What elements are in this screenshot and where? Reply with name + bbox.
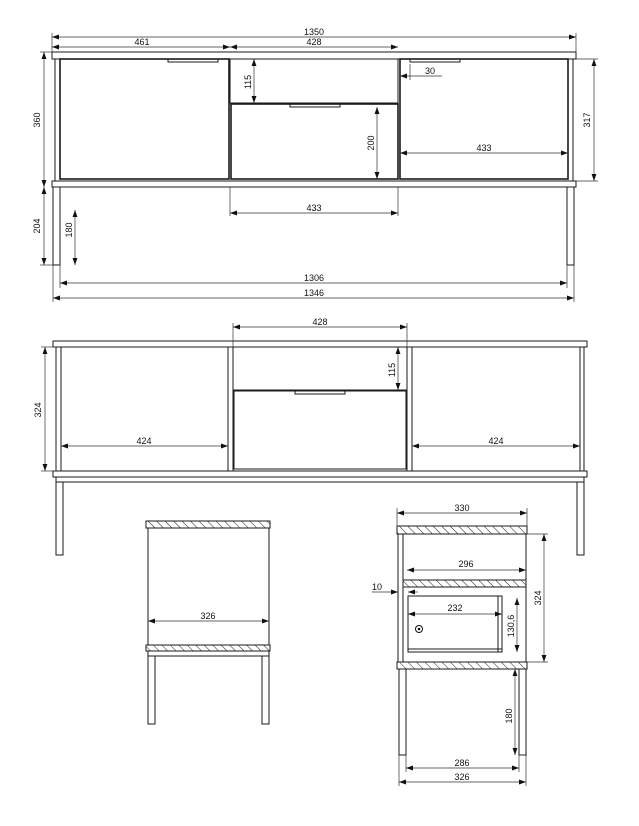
open-right-leg xyxy=(577,482,584,555)
dim-body-height: 317 xyxy=(582,112,592,128)
cabinet-body xyxy=(55,59,573,181)
side-view xyxy=(146,521,270,724)
cabinet-top-panel xyxy=(52,52,576,59)
dim-section-drawer-height: 130,6 xyxy=(506,614,516,638)
dim-shelf-depth: 296 xyxy=(458,559,474,569)
dim-leg-height: 180 xyxy=(64,222,74,238)
open-front-view xyxy=(33,317,587,555)
dim-drawer-height: 115 xyxy=(243,74,253,90)
dim-frame-width: 1346 xyxy=(303,288,325,298)
open-drawer-handle xyxy=(295,391,345,394)
section-view xyxy=(372,503,548,786)
open-top-panel xyxy=(53,341,587,347)
base-frame xyxy=(52,181,576,187)
left-divider xyxy=(228,347,233,471)
open-lower-drawer xyxy=(234,391,406,469)
dim-lower-drawer-width: 433 xyxy=(306,203,322,213)
section-bottom-hatch xyxy=(397,662,527,669)
dim-lower-drawer-height: 200 xyxy=(366,135,376,151)
dim-handle-offset: 30 xyxy=(424,66,436,76)
right-door xyxy=(400,59,568,179)
dim-frame-depth: 326 xyxy=(454,772,470,782)
section-front-leg xyxy=(399,669,406,755)
dim-side-inner-depth: 326 xyxy=(200,611,216,621)
upper-drawer xyxy=(230,59,398,103)
dim-drawer-depth: 232 xyxy=(447,603,463,613)
side-rail xyxy=(148,651,269,656)
section-shelf-hatch xyxy=(403,580,526,587)
dim-section-leg-span: 286 xyxy=(454,758,470,768)
dim-left-door-width: 461 xyxy=(134,37,150,47)
side-top-hatch xyxy=(146,521,270,528)
left-leg xyxy=(53,187,60,265)
dim-section-inner-height: 324 xyxy=(533,590,543,606)
right-door-handle xyxy=(410,59,460,62)
dim-right-shelf-width: 424 xyxy=(488,436,504,446)
side-right-leg xyxy=(262,656,269,724)
open-body xyxy=(56,347,584,471)
side-left-leg xyxy=(148,656,155,724)
dim-open-drawer-width: 428 xyxy=(312,317,328,327)
right-leg xyxy=(567,187,574,265)
front-view xyxy=(32,27,598,302)
section-back-leg xyxy=(519,669,526,755)
dim-total-height: 360 xyxy=(32,112,42,128)
dim-section-leg-height: 180 xyxy=(504,708,514,724)
dim-overall-width: 1350 xyxy=(303,27,325,37)
dim-panel-thickness: 10 xyxy=(371,582,383,592)
drawer-knob-center-icon xyxy=(418,628,421,631)
dim-open-drawer-height: 115 xyxy=(387,362,397,378)
left-door xyxy=(60,59,229,179)
dim-inner-height: 324 xyxy=(33,402,43,418)
dim-leg-span: 1306 xyxy=(303,273,325,283)
open-left-leg xyxy=(56,482,63,555)
dim-drawer-width: 428 xyxy=(306,37,322,47)
open-leg-rail xyxy=(56,477,584,482)
section-drawer-back xyxy=(498,596,502,652)
side-bottom-hatch xyxy=(146,645,270,651)
dim-base-height: 204 xyxy=(32,218,42,234)
section-top-hatch xyxy=(397,526,527,534)
dim-right-compartment-width: 433 xyxy=(476,143,492,153)
dim-left-shelf-width: 424 xyxy=(136,436,152,446)
drawer-handle xyxy=(290,104,340,107)
door-handle xyxy=(168,59,218,62)
open-upper-drawer xyxy=(233,347,407,390)
right-divider xyxy=(407,347,412,471)
open-base-frame xyxy=(53,471,587,477)
dim-outer-depth: 330 xyxy=(454,503,470,513)
